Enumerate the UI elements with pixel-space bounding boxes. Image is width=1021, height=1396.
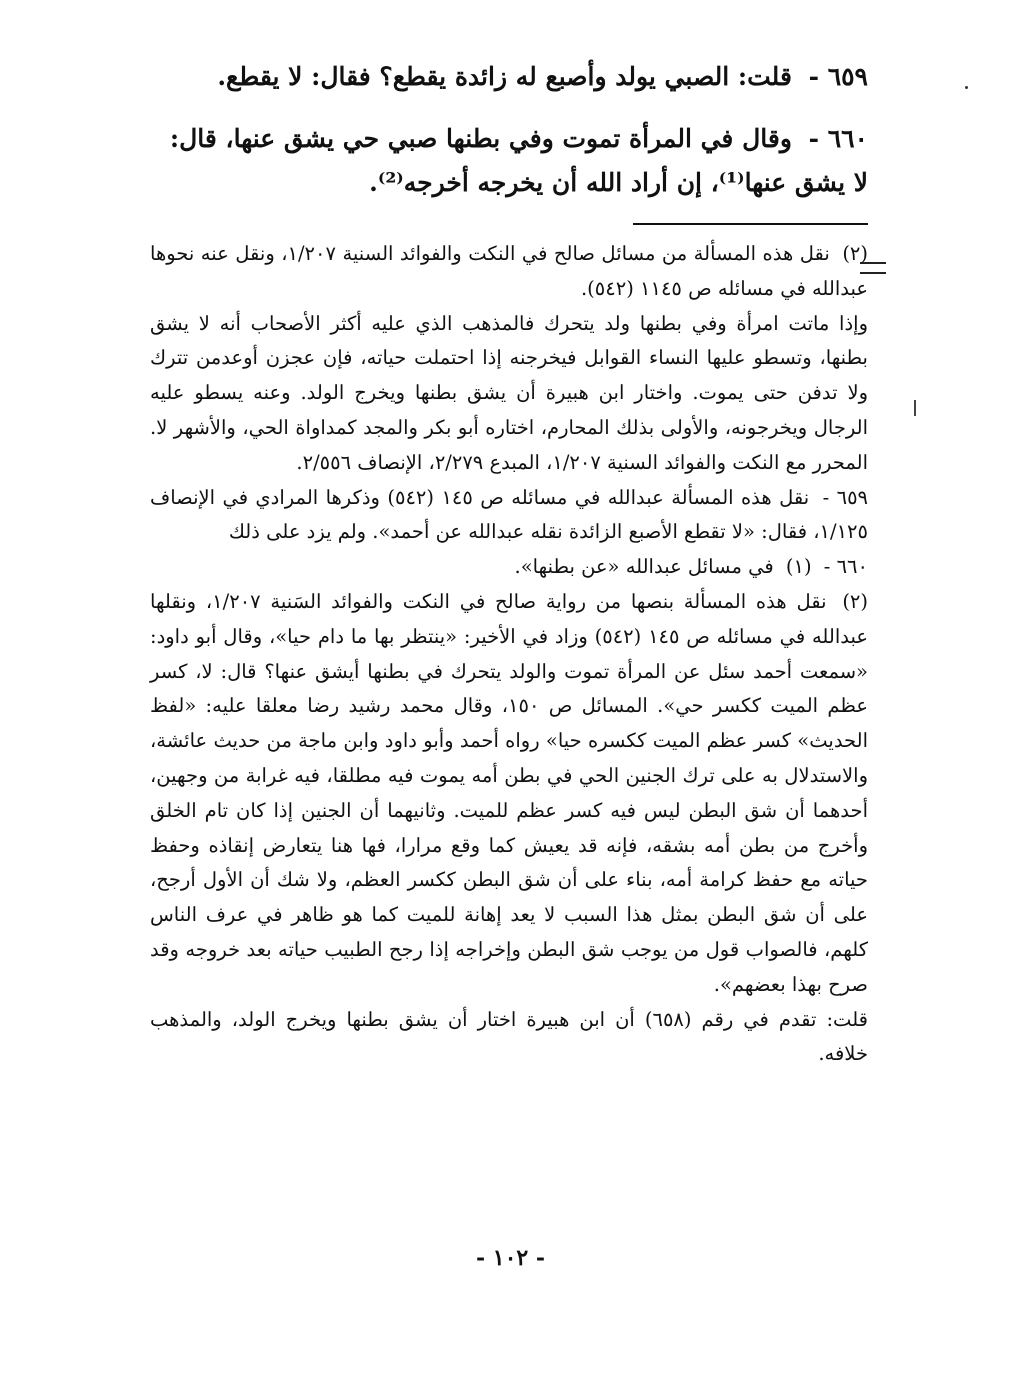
footnote-text: نقل هذه المسألة بنصها من رواية صالح في النكت والفوائد السَنية ١/٢٠٧، ونقلها عبدالله في مسائله ص ١٤٥ (٥٤٢) وزاد في الأخير: «ينتظر بها ما دام حيا»، وقال أبو داود: «سمعت أحمد سئل عن المرأة تموت والولد يتحرك في بطنها أيشق عنها؟ قال: لا، كسر عظم الميت ككسر حي». المسائل ص ١٥٠، وقال محمد رشيد رضا معلقا عليه: «لفظ الحديث» كسر عظم الميت ككسره حيا» رواه أحمد وأبو داود وابن ماجة من حديث عائشة، والاستدلال به على ترك الجنين الحي في بطن أمه يموت فيه مطلقا، فيه غرابة من وجهين، أحدهما أن شق البطن ليس فيه كسر عظم للميت. وثانيهما أن الجنين إذا كان تام الخلق وأخرج من بطن أمه بشقه، فإنه قد يعيش كما وقع مرارا، فها هنا يتعارض إنقاذه وحفظ حياته مع حفظ كرامة أمه، بناء على أن شق البطن ككسر العظم، ولا شك أن الأول أرجح، على أن شق البطن بمثل هذا السبب لا يعد إهانة للميت كما هو ظاهر في عرف الناس كلهم، فالصواب قول من يوجب شق البطن وإخراجه إذا رجح الطبيب حياته بعد خروجه وقد صرح بهذا بعضهم». <box>150 589 868 996</box>
footnote-mark: ٦٦٠ - <box>823 555 868 579</box>
footnotes <box>150 237 868 1072</box>
footnote-separator <box>633 223 868 225</box>
footnote-submark: (١) <box>785 555 812 579</box>
footnote-mark: (٢) <box>842 242 869 265</box>
footnote-660-note: قلت: تقدم في رقم (٦٥٨) أن ابن هبيرة اختار أن يشق بطنها ويخرج الولد، والمذهب خلافه. <box>150 1007 868 1066</box>
page-number: - ١٠٢ - <box>475 1245 546 1271</box>
footnote-660-2 <box>150 585 868 1003</box>
footnote-submark: (٢) <box>842 589 869 613</box>
footnote-660-1 <box>150 550 868 585</box>
footnote-text: في مسائل عبدالله «عن بطنها». <box>514 555 774 579</box>
stray-mark <box>914 400 916 416</box>
page-body <box>150 55 868 1072</box>
entry-text: وقال في المرأة تموت وفي بطنها صبي حي يشق عنها، قال: لا يشق عنها⁽¹⁾، إن أراد الله أن يخرجه أخرجه⁽²⁾. <box>169 124 868 197</box>
entry-number: ٦٥٩ - <box>808 62 868 91</box>
entry-number: ٦٦٠ - <box>808 124 868 153</box>
footnote-659 <box>150 481 868 551</box>
footnote-text: نقل هذه المسألة من مسائل صالح في النكت والفوائد السنية ١/٢٠٧، ونقل عنه نحوها عبدالله في مسائله ص ١١٤٥ (٥٤٢). <box>150 242 868 300</box>
entry-text: قلت: الصبي يولد وأصبع له زائدة يقطع؟ فقال: لا يقطع. <box>217 62 792 91</box>
footnote-prev-2-cont: وإذا ماتت امرأة وفي بطنها ولد يتحرك فالمذهب الذي عليه أكثر الأصحاب أنه لا يشق بطنها، وتسطو عليها النساء القوابل فيخرجنه إذا احتملت حياته، فإن عجزن أوعدمن تترك ولا تدفن حتى يموت. واختار ابن هبيرة أن يشق بطنها ويخرج الولد. وعنه يسطو عليه الرجال ويخرجونه، والأولى بذلك المحارم، اختاره أبو بكر والمجد كمداواة الحي، والأشهر لا. المحرر مع النكت والفوائد السنية ١/٢٠٧، المبدع ٢/٢٧٩، الإنصاف ٢/٥٥٦. <box>150 311 868 474</box>
footnote-text: نقل هذه المسألة عبدالله في مسائله ص ١٤٥ (٥٤٢) وذكرها المرادي في الإنصاف ١/١٢٥، فقال: «لا تقطع الأصبع الزائدة نقله عبدالله عن أحمد». ولم يزد على ذلك <box>150 485 868 544</box>
entry-660 <box>150 117 868 205</box>
entry-659 <box>150 55 868 99</box>
footnote-prev-2 <box>150 237 868 307</box>
footnote-mark: ٦٥٩ - <box>822 485 869 509</box>
stray-mark <box>965 86 968 89</box>
